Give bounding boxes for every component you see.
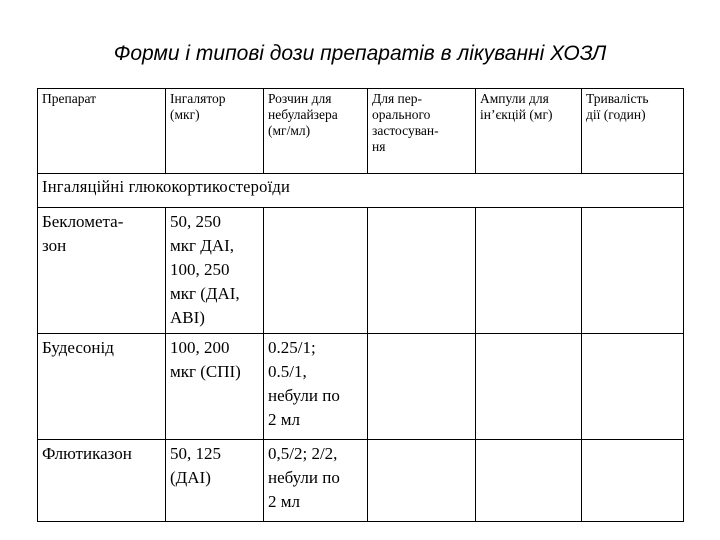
header-cell-nebulizer: Розчин для небулайзера (мг/мл)	[264, 89, 368, 174]
header-cell-oral: Для пер- орального застосуван- ня	[368, 89, 476, 174]
cell-nebulizer	[264, 208, 368, 334]
cell-inhaler: 50, 125 (ДАІ)	[166, 440, 264, 522]
header-cell-duration: Тривалість дії (годин)	[582, 89, 684, 174]
cell-nebulizer: 0,5/2; 2/2, небули по 2 мл	[264, 440, 368, 522]
table-header-row	[38, 89, 684, 174]
doses-table	[37, 88, 684, 522]
cell-inhaler: 50, 250 мкг ДАІ, 100, 250 мкг (ДАІ, АВІ)	[166, 208, 264, 334]
cell-oral	[368, 208, 476, 334]
table-row	[38, 208, 684, 334]
table-row	[38, 334, 684, 440]
page-title: Форми і типові дози препаратів в лікуванні ХОЗЛ	[113, 42, 607, 65]
cell-duration	[582, 334, 684, 440]
cell-duration	[582, 440, 684, 522]
cell-drug: Будесонід	[38, 334, 166, 440]
cell-drug: Бекломета- зон	[38, 208, 166, 334]
header-cell-ampoules: Ампули для ін’єкцій (мг)	[476, 89, 582, 174]
table-row	[38, 440, 684, 522]
cell-ampoules	[476, 440, 582, 522]
cell-ampoules	[476, 334, 582, 440]
cell-ampoules	[476, 208, 582, 334]
cell-drug: Флютиказон	[38, 440, 166, 522]
cell-oral	[368, 334, 476, 440]
header-cell-drug: Препарат	[38, 89, 166, 174]
cell-inhaler: 100, 200 мкг (СПІ)	[166, 334, 264, 440]
section-row	[38, 174, 684, 208]
cell-duration	[582, 208, 684, 334]
section-title: Інгаляційні глюкокортикостероїди	[38, 174, 684, 208]
header-cell-inhaler: Інгалятор (мкг)	[166, 89, 264, 174]
cell-oral	[368, 440, 476, 522]
cell-nebulizer: 0.25/1; 0.5/1, небули по 2 мл	[264, 334, 368, 440]
